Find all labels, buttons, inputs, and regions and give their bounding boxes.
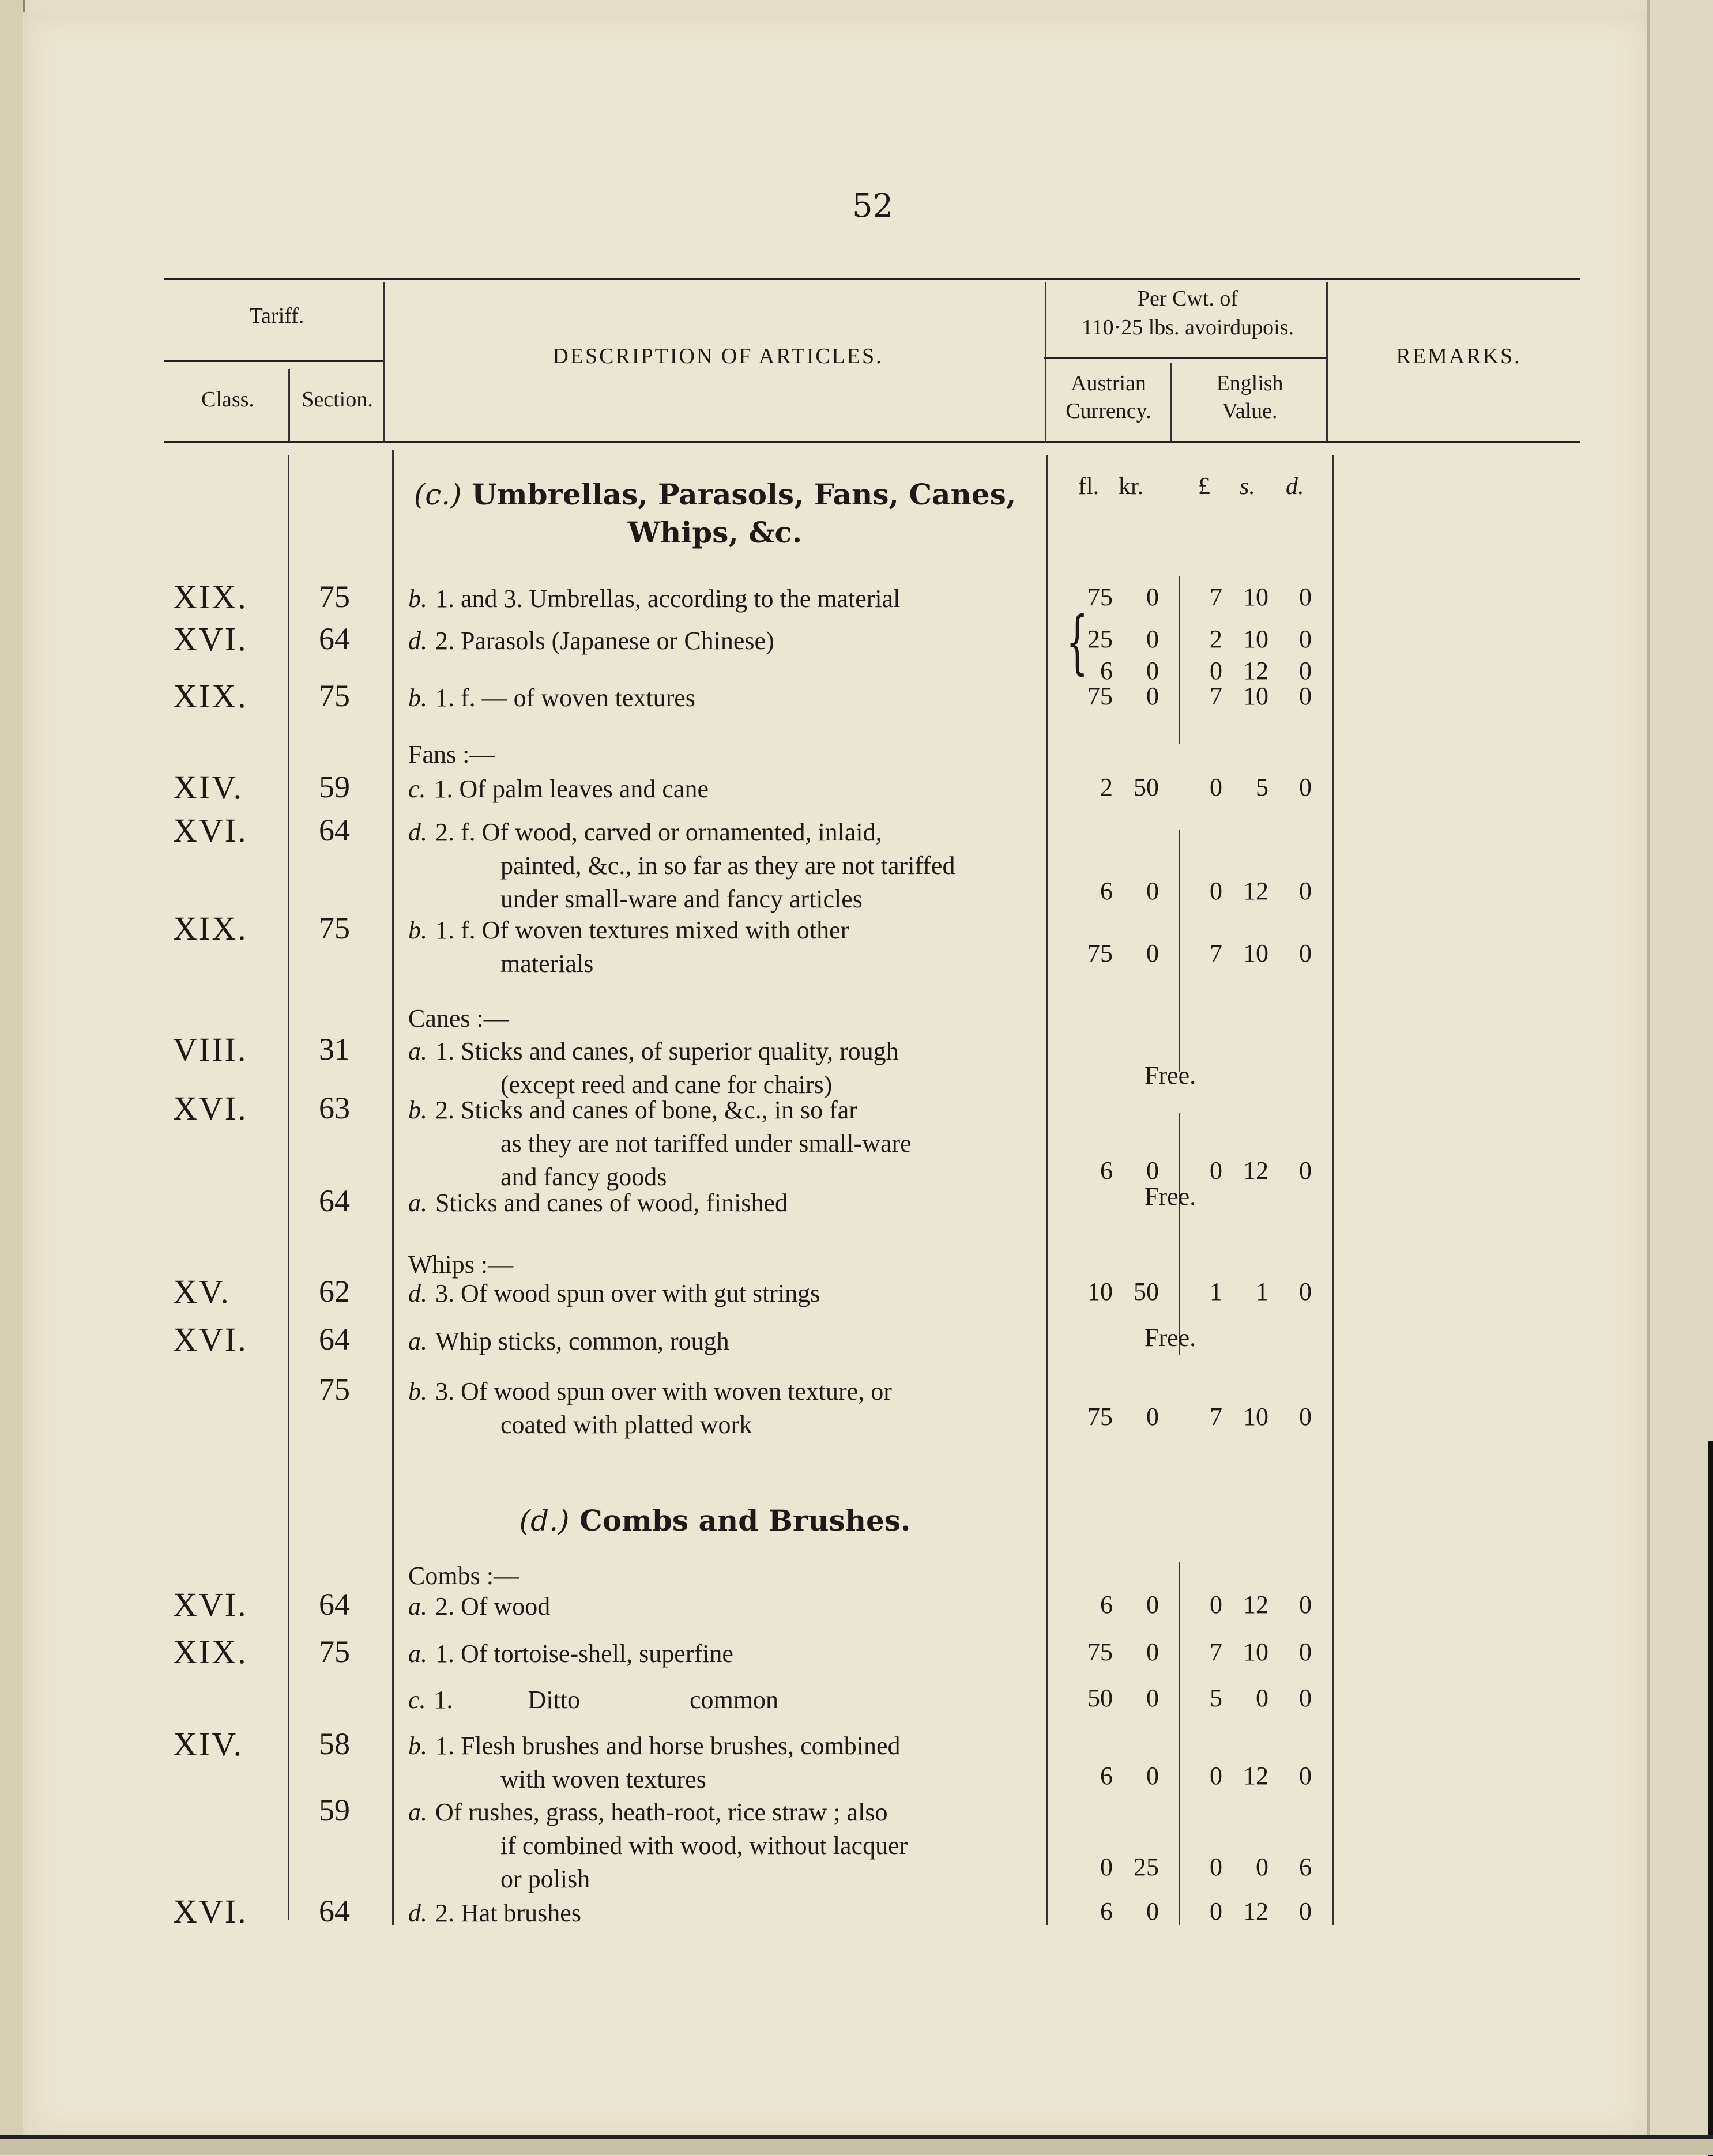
value-shillings-alt: 12 — [1243, 657, 1268, 685]
row-class: VIII. — [173, 1031, 248, 1068]
row-section: 62 — [319, 1274, 350, 1309]
row-class: XV. — [173, 1273, 231, 1310]
header-col-line-desc — [383, 282, 385, 441]
row-description — [408, 624, 774, 658]
value-pence: 0 — [1299, 773, 1312, 801]
value-kreuzer: 0 — [1146, 1684, 1159, 1712]
value-kreuzer: 0 — [1146, 583, 1159, 611]
group-whips: Whips :— — [408, 1250, 514, 1279]
value-pence: 0 — [1299, 1403, 1312, 1431]
row-desc-line-3: or polish — [500, 1865, 590, 1893]
value-florins-alt: 6 — [1100, 657, 1113, 685]
value-kreuzer: 0 — [1146, 1403, 1159, 1431]
value-florins: 2 — [1100, 773, 1113, 801]
section-c-title-2: Whips, &c. — [627, 515, 803, 549]
row-desc-ditto: Ditto — [528, 1686, 580, 1714]
row-ref: d. — [408, 627, 427, 655]
row-desc-text: 1. and 3. Umbrellas, according to the material — [435, 585, 901, 613]
value-pounds: 0 — [1210, 773, 1222, 801]
row-class: XIX. — [173, 1633, 248, 1671]
row-description — [408, 1683, 778, 1717]
row-ref: a. — [408, 1327, 427, 1355]
header-description: DESCRIPTION OF ARTICLES. — [552, 344, 883, 368]
value-shillings: 0 — [1256, 1684, 1268, 1712]
row-description — [408, 1637, 733, 1671]
value-kreuzer: 0 — [1146, 877, 1159, 905]
value-florins: 10 — [1087, 1277, 1113, 1306]
row-desc-line-1 — [408, 1377, 892, 1405]
value-kreuzer: 0 — [1146, 939, 1159, 967]
value-pounds: 7 — [1210, 1403, 1222, 1431]
row-description — [408, 1729, 901, 1796]
page-edge-bottom — [0, 2135, 1713, 2155]
row-desc-text: Whip sticks, common, rough — [435, 1327, 729, 1355]
row-ref: b. — [408, 585, 427, 613]
body-col-line-desc — [392, 450, 394, 1925]
row-ref: b. — [408, 684, 427, 712]
unit-s: s. — [1240, 473, 1255, 500]
row-description — [408, 1796, 908, 1896]
row-section: 63 — [319, 1091, 350, 1125]
row-desc-line-1 — [408, 1732, 901, 1760]
row-desc-text: 1. f. Of woven textures mixed with other — [435, 916, 849, 944]
row-desc-text: 2. Parasols (Japanese or Chinese) — [435, 627, 774, 655]
header-section: Section. — [302, 387, 373, 412]
row-description — [408, 1094, 912, 1194]
row-class: XVI. — [173, 620, 248, 658]
row-desc-line-2: with woven textures — [500, 1765, 706, 1793]
row-desc-text: 1. f. — of woven textures — [435, 684, 695, 712]
row-desc-text: 2. Sticks and canes of bone, &c., in so far — [435, 1096, 857, 1124]
brace-parasols: { — [1066, 602, 1089, 683]
row-ref: c. — [408, 1686, 426, 1714]
row-class: XVI. — [173, 1090, 248, 1127]
value-pence: 0 — [1299, 1684, 1312, 1712]
row-description — [408, 681, 695, 715]
value-pence: 0 — [1299, 1590, 1312, 1619]
row-description — [408, 1375, 892, 1442]
header-per-cwt-1: Per Cwt. of — [1137, 287, 1238, 311]
value-florins: 75 — [1087, 1403, 1113, 1431]
row-desc-line-1 — [408, 818, 882, 846]
body-col-line-section — [288, 455, 289, 1920]
value-kreuzer: 0 — [1146, 1638, 1159, 1666]
header-tariff: Tariff. — [249, 304, 304, 328]
row-desc-line-1 — [408, 1798, 887, 1826]
header-col-line-section — [288, 369, 290, 441]
value-pence: 0 — [1299, 1277, 1312, 1306]
book-spine — [0, 0, 25, 2155]
value-pence: 0 — [1299, 583, 1312, 611]
value-pence: 0 — [1299, 1638, 1312, 1666]
value-pounds: 2 — [1210, 625, 1222, 653]
row-description — [408, 914, 849, 981]
row-section: 58 — [319, 1727, 350, 1761]
body-col-line-english — [1179, 576, 1180, 744]
header-austrian-1: Austrian — [1071, 371, 1146, 395]
section-d-title: Combs and Brushes. — [579, 1503, 911, 1537]
row-desc-text: 3. Of wood spun over with woven texture, or — [435, 1377, 892, 1405]
value-florins: 6 — [1100, 877, 1113, 905]
row-class: XIV. — [173, 768, 244, 806]
row-desc-text: Sticks and canes of wood, finished — [435, 1189, 788, 1217]
row-desc-text: 1. Flesh brushes and horse brushes, combined — [435, 1732, 901, 1760]
value-shillings: 12 — [1243, 877, 1268, 905]
row-ref: b. — [408, 916, 427, 944]
row-class: XIX. — [173, 910, 248, 947]
value-pence: 0 — [1299, 625, 1312, 653]
row-description — [408, 1590, 550, 1623]
value-pence: 0 — [1299, 939, 1312, 967]
value-kreuzer-alt: 0 — [1146, 657, 1159, 685]
row-desc-text: 1. Of tortoise-shell, superfine — [435, 1639, 733, 1668]
value-pence: 0 — [1299, 877, 1312, 905]
row-class: XIV. — [173, 1725, 244, 1763]
row-desc-line-2: if combined with wood, without lacquer — [500, 1831, 908, 1860]
row-desc-line-1 — [408, 1096, 857, 1124]
row-description — [408, 1325, 729, 1358]
row-section: 64 — [319, 813, 350, 847]
row-desc-line-3: and fancy goods — [500, 1163, 667, 1191]
value-pounds: 7 — [1210, 682, 1222, 710]
value-pounds: 0 — [1210, 1897, 1222, 1925]
row-description — [408, 582, 900, 616]
value-pounds: 0 — [1210, 1156, 1222, 1185]
row-class: XVI. — [173, 812, 248, 849]
row-ref: a. — [408, 1798, 427, 1826]
value-florins: 6 — [1100, 1897, 1113, 1925]
row-desc-line-1 — [408, 1037, 899, 1065]
value-shillings: 12 — [1243, 1762, 1268, 1790]
header-english-1: English — [1216, 371, 1283, 395]
value-florins: 6 — [1100, 1156, 1113, 1185]
row-description — [408, 816, 955, 916]
value-florins: 75 — [1087, 939, 1113, 967]
row-class: XVI. — [173, 1321, 248, 1358]
row-desc-line-1 — [408, 684, 695, 712]
row-desc-line-2: painted, &c., in so far as they are not tariffed — [500, 851, 955, 880]
header-class: Class. — [201, 387, 254, 412]
value-kreuzer: 0 — [1146, 1762, 1159, 1790]
value-pence: 0 — [1299, 1762, 1312, 1790]
row-section: 64 — [319, 1322, 350, 1356]
value-pounds: 7 — [1210, 583, 1222, 611]
value-shillings: 12 — [1243, 1897, 1268, 1925]
row-ref: a. — [408, 1037, 427, 1065]
unit-pound: £ — [1198, 473, 1210, 500]
tariff-divider-rule — [164, 360, 383, 362]
value-kreuzer: 25 — [1134, 1853, 1159, 1881]
group-fans: Fans :— — [408, 740, 495, 768]
row-ref: c. — [408, 775, 426, 803]
row-ref: a. — [408, 1639, 427, 1668]
body-col-line-remarks — [1332, 455, 1334, 1925]
row-desc-text: 1. — [434, 1686, 453, 1714]
row-description — [408, 1186, 788, 1220]
row-section: 59 — [319, 770, 350, 804]
value-shillings: 5 — [1256, 773, 1268, 801]
row-ref: b. — [408, 1096, 427, 1124]
value-pounds: 1 — [1210, 1277, 1222, 1306]
row-ref: b. — [408, 1377, 427, 1405]
row-desc-line-2: coated with platted work — [500, 1411, 752, 1439]
row-desc-line-1 — [408, 775, 709, 803]
value-pence: 0 — [1299, 1156, 1312, 1185]
value-kreuzer: 0 — [1146, 625, 1159, 653]
value-florins: 75 — [1087, 583, 1113, 611]
value-pence: 6 — [1299, 1853, 1312, 1881]
row-desc-line-1 — [408, 1899, 581, 1927]
body-col-line-english-3 — [1179, 1113, 1180, 1355]
value-shillings: 12 — [1243, 1156, 1268, 1185]
value-kreuzer: 50 — [1134, 773, 1159, 801]
unit-d: d. — [1286, 473, 1304, 500]
row-desc-line-1 — [408, 1592, 550, 1620]
value-shillings: 10 — [1243, 1638, 1268, 1666]
row-description — [408, 1277, 820, 1310]
section-d-heading — [404, 1502, 1026, 1540]
currency-divider-rule — [1044, 357, 1326, 359]
header-bottom-rule — [164, 441, 1580, 443]
row-desc-text: 1. Of palm leaves and cane — [434, 775, 709, 803]
section-c-label: (c.) — [413, 478, 462, 511]
row-description — [408, 1897, 581, 1930]
row-ref: a. — [408, 1189, 427, 1217]
row-section: 75 — [319, 679, 350, 713]
value-shillings: 10 — [1243, 939, 1268, 967]
row-desc-line-1 — [408, 916, 849, 944]
row-desc-line-2: (except reed and cane for chairs) — [500, 1071, 833, 1099]
body-col-line-english-2 — [1179, 830, 1180, 1072]
row-desc-text: 2. Hat brushes — [435, 1899, 581, 1927]
section-d-label: (d.) — [519, 1504, 570, 1537]
unit-kr: kr. — [1119, 473, 1144, 500]
unit-fl: fl. — [1078, 473, 1100, 500]
row-section: 75 — [319, 1372, 350, 1407]
row-ref: a. — [408, 1592, 427, 1620]
row-ref: b. — [408, 1732, 427, 1760]
row-desc-line-1 — [408, 1279, 820, 1307]
free-label-canes-wood: Free. — [1144, 1182, 1196, 1211]
value-kreuzer: 0 — [1146, 682, 1159, 710]
body-col-line-austrian — [1046, 455, 1048, 1925]
value-pounds: 0 — [1210, 1762, 1222, 1790]
row-section: 64 — [319, 1894, 350, 1928]
value-pounds: 7 — [1210, 939, 1222, 967]
header-english-2: Value. — [1222, 399, 1278, 423]
value-shillings: 10 — [1243, 583, 1268, 611]
value-pounds-alt: 0 — [1210, 657, 1222, 685]
row-desc-text: Of rushes, grass, heath-root, rice straw ; also — [435, 1798, 888, 1826]
body-col-line-english-4 — [1179, 1562, 1180, 1925]
header-austrian-2: Currency. — [1066, 399, 1151, 423]
header-col-line-remarks — [1326, 282, 1328, 441]
row-desc-text: 2. f. Of wood, carved or ornamented, inlaid, — [435, 818, 882, 846]
row-section: 64 — [319, 621, 350, 656]
value-pence: 0 — [1299, 682, 1312, 710]
row-section: 75 — [319, 1634, 350, 1669]
row-desc-line-1 — [408, 1189, 788, 1217]
header-per-cwt-2: 110·25 lbs. avoirdupois. — [1081, 315, 1294, 340]
row-section: 64 — [319, 1183, 350, 1218]
table-top-rule — [164, 278, 1580, 280]
free-label-whip-sticks: Free. — [1144, 1324, 1196, 1352]
value-pence-alt: 0 — [1299, 657, 1312, 685]
row-desc-line-1 — [408, 1639, 733, 1668]
group-combs: Combs :— — [408, 1562, 519, 1590]
value-pounds: 0 — [1210, 1853, 1222, 1881]
value-shillings: 10 — [1243, 682, 1268, 710]
row-desc-text: 1. Sticks and canes, of superior quality, rough — [435, 1037, 899, 1065]
value-shillings: 1 — [1256, 1277, 1268, 1306]
value-pounds: 7 — [1210, 1638, 1222, 1666]
free-label-canes-superior: Free. — [1144, 1061, 1196, 1090]
section-c-heading — [404, 476, 1026, 552]
row-desc-line-3: under small-ware and fancy articles — [500, 885, 863, 913]
value-shillings: 10 — [1243, 625, 1268, 653]
row-ref: d. — [408, 1279, 427, 1307]
value-pounds: 0 — [1210, 877, 1222, 905]
value-kreuzer: 50 — [1134, 1277, 1159, 1306]
row-desc-text: 2. Of wood — [435, 1592, 551, 1620]
row-section: 31 — [319, 1032, 350, 1066]
value-kreuzer: 0 — [1146, 1590, 1159, 1619]
value-pounds: 5 — [1210, 1684, 1222, 1712]
row-desc-line-2: materials — [500, 949, 594, 978]
row-section: 75 — [319, 579, 350, 614]
row-ref: d. — [408, 1899, 427, 1927]
header-col-line-english — [1170, 363, 1172, 441]
value-florins: 6 — [1100, 1762, 1113, 1790]
value-kreuzer: 0 — [1146, 1156, 1159, 1185]
page-edge-right — [1647, 0, 1713, 2155]
value-shillings: 10 — [1243, 1403, 1268, 1431]
row-class: XVI. — [173, 1586, 248, 1623]
value-pence: 0 — [1299, 1897, 1312, 1925]
row-desc-line-2: as they are not tariffed under small-ware — [500, 1129, 912, 1158]
value-florins: 6 — [1100, 1590, 1113, 1619]
header-remarks: REMARKS. — [1396, 344, 1522, 368]
value-florins: 50 — [1087, 1684, 1113, 1712]
row-description — [408, 1035, 899, 1102]
value-pounds: 0 — [1210, 1590, 1222, 1619]
row-desc-line-1 — [408, 627, 774, 655]
row-desc-text: 3. Of wood spun over with gut strings — [435, 1279, 820, 1307]
header-col-line-austrian — [1045, 282, 1046, 441]
row-section: 59 — [319, 1793, 350, 1827]
row-desc-line-1 — [408, 1327, 729, 1355]
row-desc-line-1 — [408, 585, 900, 613]
page-number: 52 — [852, 187, 894, 225]
value-florins: 75 — [1087, 682, 1113, 710]
value-florins: 75 — [1087, 1638, 1113, 1666]
value-kreuzer: 0 — [1146, 1897, 1159, 1925]
row-class: XIX. — [173, 677, 248, 715]
page-edge-shadow — [1708, 1441, 1713, 2156]
row-desc-common: common — [689, 1686, 778, 1714]
row-class: XVI. — [173, 1893, 248, 1930]
row-section: 64 — [319, 1587, 350, 1622]
group-canes: Canes :— — [408, 1004, 509, 1032]
value-florins: 0 — [1100, 1853, 1113, 1881]
value-shillings: 0 — [1256, 1853, 1268, 1881]
row-class: XIX. — [173, 578, 248, 616]
value-florins: 25 — [1087, 625, 1113, 653]
section-c-title-1: Umbrellas, Parasols, Fans, Canes, — [472, 477, 1016, 511]
row-description — [408, 772, 709, 806]
row-section: 75 — [319, 911, 350, 945]
row-ref: d. — [408, 818, 427, 846]
row-desc-line-1 — [408, 1686, 778, 1714]
value-shillings: 12 — [1243, 1590, 1268, 1619]
